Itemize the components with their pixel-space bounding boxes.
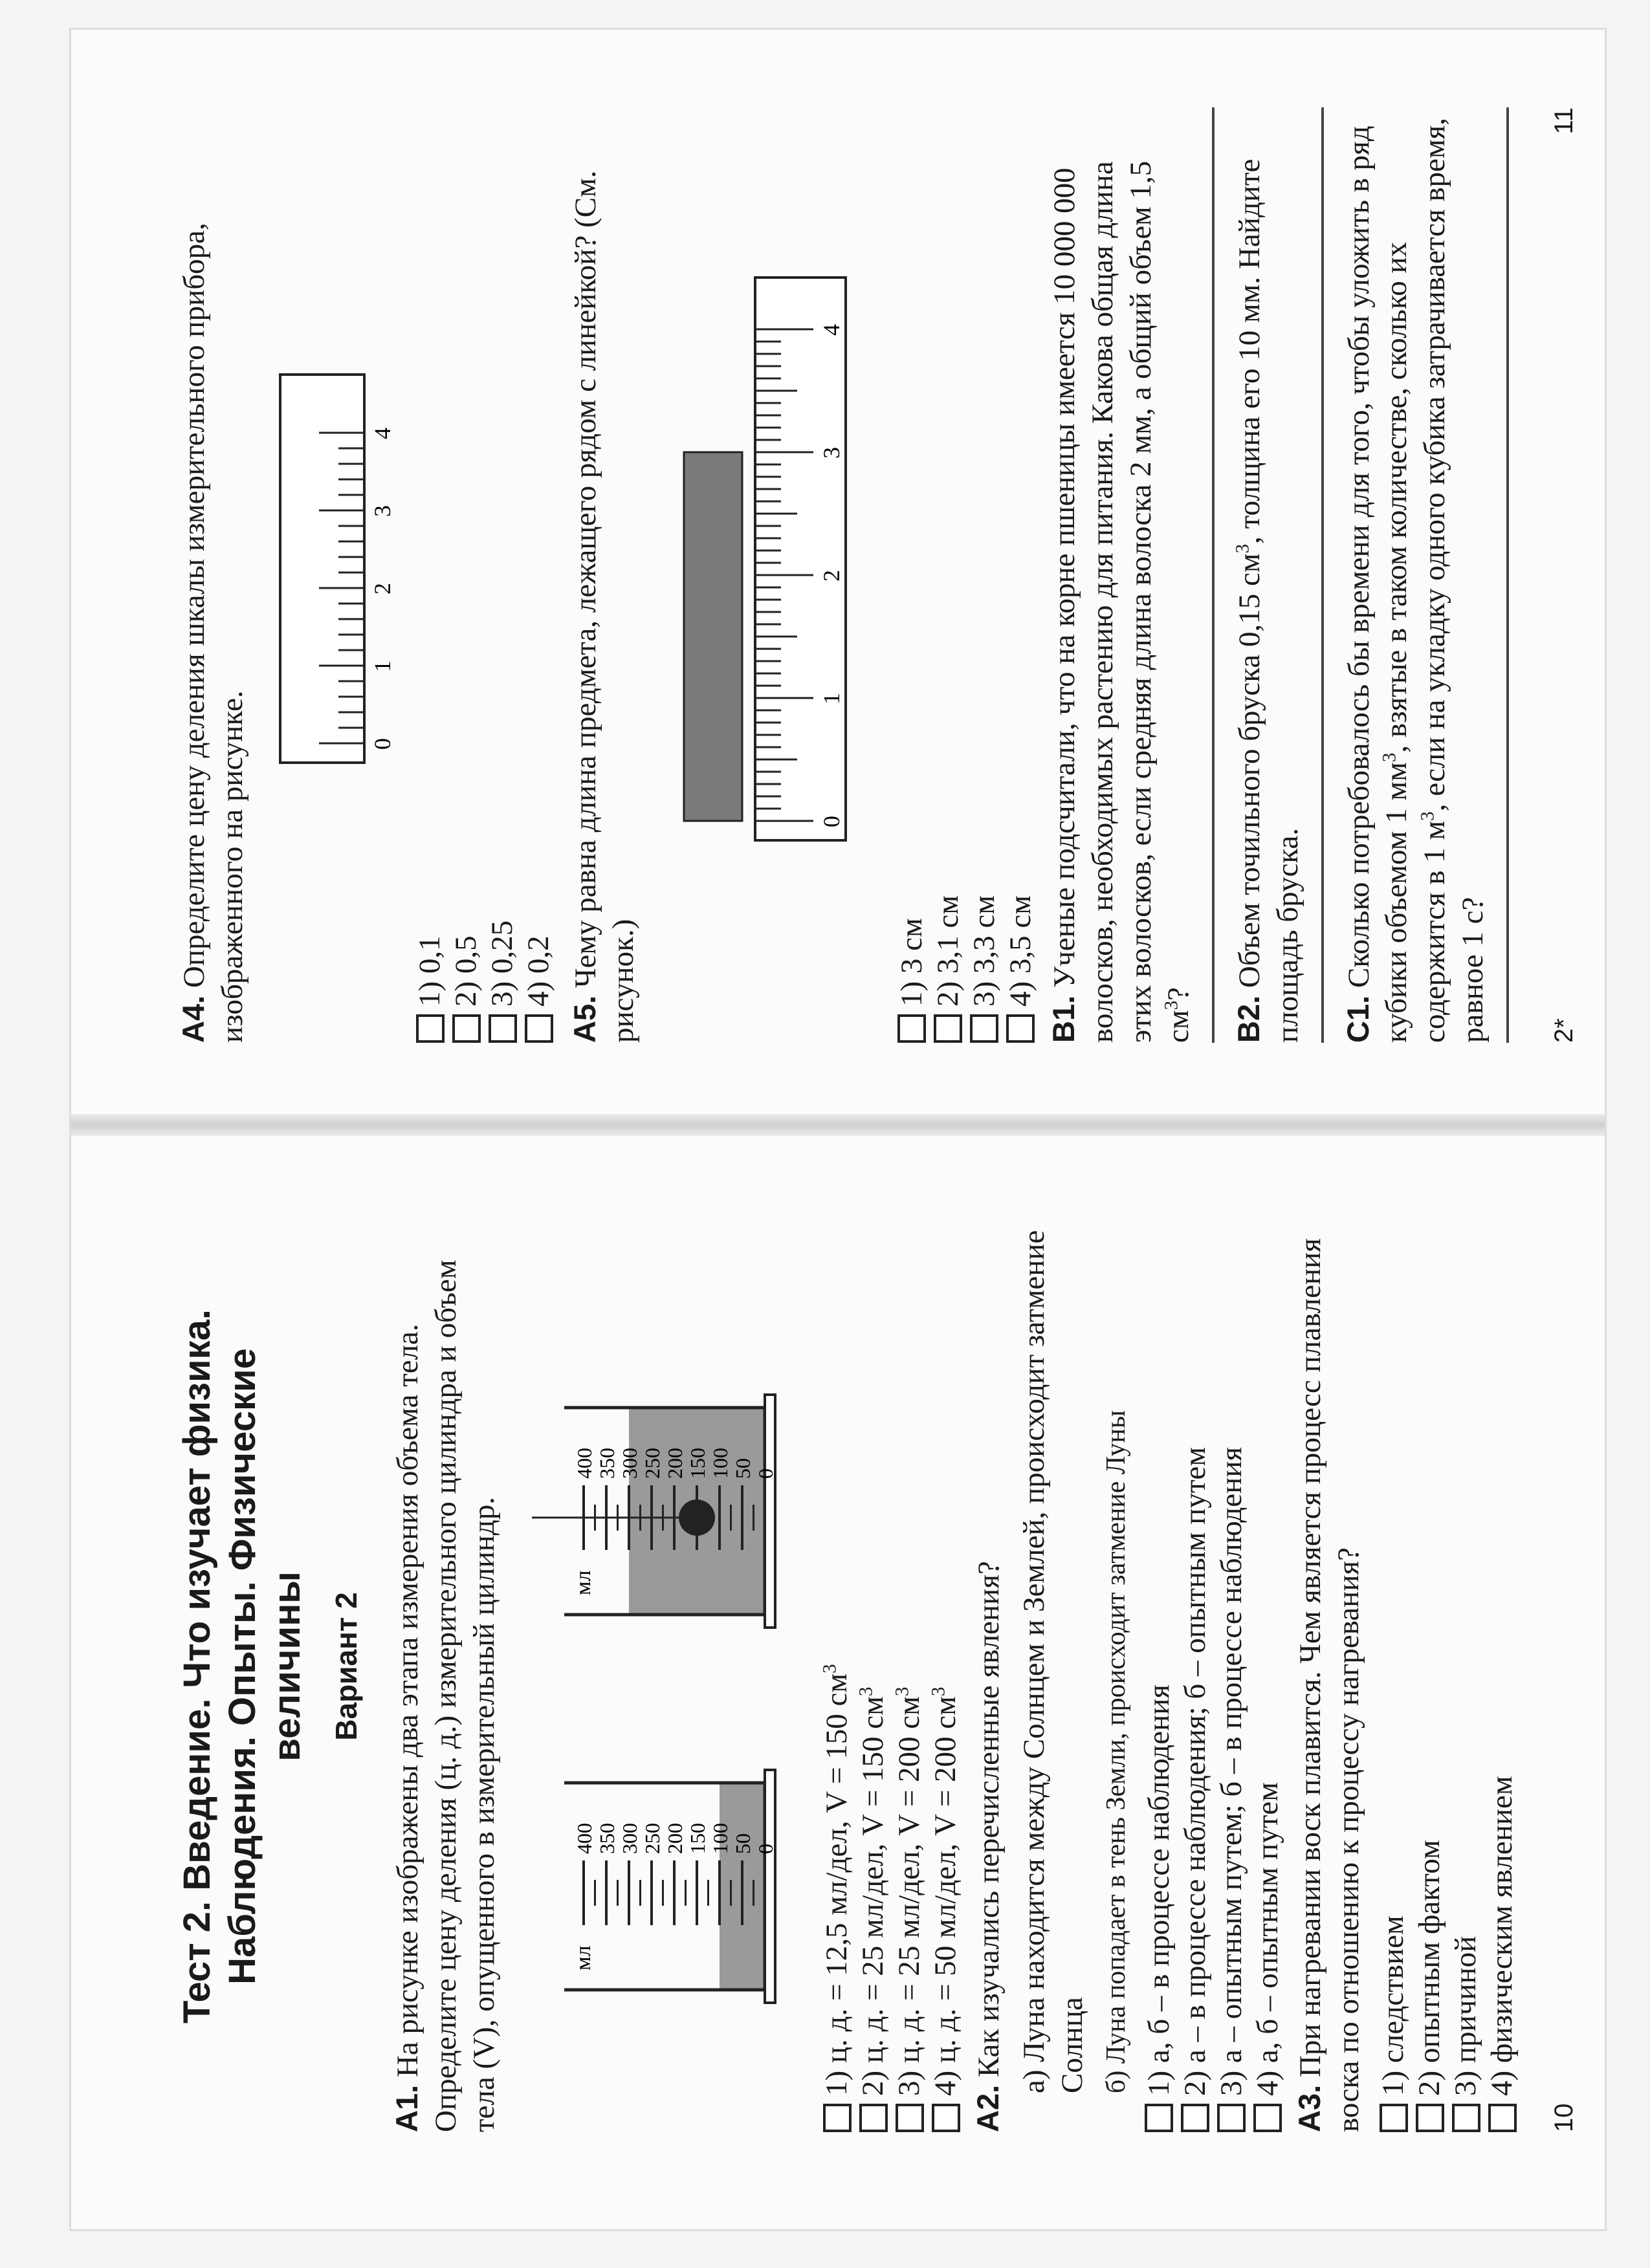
title-line-1: Тест 2. Введение. Что изучает физика. xyxy=(176,1309,218,2024)
a5-text: Чему равна длина предмета, лежащего рядом с линейкой? (См. рисунок.) xyxy=(568,170,641,1043)
title-line-2: Наблюдения. Опыты. Физические xyxy=(221,1348,263,1985)
scale4-label: 1 xyxy=(369,660,395,672)
scale-label: 150 xyxy=(685,1823,709,1854)
a1-option-label: 3) ц. д. = 25 мл/дел, V = 200 $см^3$ xyxy=(892,1686,927,2096)
a4-number: А4. xyxy=(176,995,210,1043)
a2-checkbox-4[interactable] xyxy=(1253,2104,1282,2132)
scale4-label: 2 xyxy=(369,583,395,594)
a5-options xyxy=(894,107,1039,1043)
a5-checkbox-4[interactable] xyxy=(1006,1014,1035,1043)
b2-text: Объем точильного бруска 0,15 см xyxy=(1233,553,1266,988)
question-a4 xyxy=(175,107,252,1043)
ruler-label: 2 xyxy=(819,570,844,582)
a2-option-label: 4) а, б – опытным путем xyxy=(1250,1782,1284,2096)
page-number-right: 11 xyxy=(1550,107,1578,135)
a2-option-1[interactable] xyxy=(1141,1201,1177,2132)
b1-text: Ученые подсчитали, что на корне пшеницы имеется 10 000 000 волосков, необходимых растению для питания. Какова общая длина этих волосков, если средняя длина волоска 2 мм, а общий объем 1,5 см xyxy=(1048,160,1196,1043)
open-booklet xyxy=(71,30,1605,2229)
cylinder-before xyxy=(564,1770,777,2003)
a2-text: Как изучались перечисленные явления? xyxy=(971,1561,1006,2078)
a4-checkbox-1[interactable] xyxy=(416,1014,445,1043)
a3-checkbox-2[interactable] xyxy=(1416,2104,1444,2132)
a4-option-3[interactable] xyxy=(485,107,521,1043)
scale-label: 350 xyxy=(595,1448,619,1479)
a4-option-label: 1) 0,1 xyxy=(413,935,447,1007)
a1-checkbox-3[interactable] xyxy=(896,2104,924,2132)
scale4-label: 0 xyxy=(369,738,395,750)
scale-label: 0 xyxy=(753,1468,777,1479)
question-c1 xyxy=(1339,107,1492,1043)
a3-checkbox-4[interactable] xyxy=(1488,2104,1517,2132)
c1-text-3: , если на укладку одного кубика затрачивается время, равное 1 с? xyxy=(1418,117,1490,1043)
b2-sup: 3 xyxy=(1232,543,1253,554)
page-left xyxy=(71,1136,1605,2229)
a5-option-label: 2) 3,1 см xyxy=(930,895,965,1007)
title-line-3: величины xyxy=(266,1571,309,1761)
scale4-label: 4 xyxy=(369,428,395,439)
question-b1 xyxy=(1045,107,1198,1043)
footer-mark: 2* xyxy=(1550,1018,1578,1043)
a1-option-label: 2) ц. д. = 25 мл/дел, V = 150 $см^3$ xyxy=(855,1686,890,2096)
b1-text-end: ? xyxy=(1161,987,1196,1001)
a1-checkbox-1[interactable] xyxy=(823,2104,852,2132)
a4-option-1[interactable] xyxy=(412,107,448,1043)
test-title xyxy=(175,1201,310,2132)
a2-phenomenon-a: а) Луна находится между Солнцем и Землей, происходит затмение Солнца xyxy=(1017,1230,1090,2093)
scale-label: 50 xyxy=(731,1458,754,1479)
question-a5 xyxy=(566,107,643,1043)
scale-label: 100 xyxy=(708,1448,732,1479)
question-b2 xyxy=(1230,107,1307,1043)
question-a1 xyxy=(388,1201,503,2132)
ruler-body xyxy=(755,278,846,840)
scale-label: 400 xyxy=(572,1823,596,1854)
a2-number: А2. xyxy=(970,2084,1005,2132)
a1-option-sup: 3 xyxy=(892,1686,913,1697)
scale-label: 200 xyxy=(663,1448,687,1479)
scale4-label: 3 xyxy=(369,505,395,517)
a4-checkbox-4[interactable] xyxy=(525,1014,553,1043)
a4-option-4[interactable] xyxy=(521,107,557,1043)
instrument-scale-figure xyxy=(267,349,397,801)
scale-label: 0 xyxy=(753,1844,777,1854)
a1-option-1[interactable] xyxy=(819,1201,855,2132)
a5-checkbox-3[interactable] xyxy=(970,1014,998,1043)
scale-label: 100 xyxy=(708,1823,732,1854)
a2-option-4[interactable] xyxy=(1249,1201,1286,2132)
b1-number: В1. xyxy=(1046,995,1081,1043)
c1-text-2: , взятые в таком количестве, сколько их содержится в 1 м xyxy=(1380,241,1451,1043)
question-a2 xyxy=(969,1201,1008,2132)
a1-text: На рисунке изображены два этапа измерения объема тела. Определите цену деления (ц. д.) измерительного цилиндра и объем тела (V), опущенного в измерительный цилиндр. xyxy=(391,1259,501,2132)
a3-option-label: 3) причиной xyxy=(1449,1935,1483,2096)
page-number-left: 10 xyxy=(1550,2103,1578,2132)
cylinder-after xyxy=(532,1395,777,1628)
a3-option-1[interactable] xyxy=(1376,1201,1412,2132)
divider-1 xyxy=(1212,107,1215,1043)
c1-sup-1: 3 xyxy=(1379,752,1400,763)
a2-checkbox-1[interactable] xyxy=(1145,2104,1173,2132)
a2-options xyxy=(1141,1201,1286,2132)
a1-checkbox-4[interactable] xyxy=(932,2104,960,2132)
a3-option-label: 4) физическим явлением xyxy=(1485,1776,1519,2096)
variant-heading: Вариант 2 xyxy=(329,1592,363,1741)
a3-text: При нагревании воск плавится. Чем является процесс плавления воска по отношению к процессу нагревания? xyxy=(1293,1238,1366,2132)
a5-checkbox-1[interactable] xyxy=(897,1014,926,1043)
a4-checkbox-2[interactable] xyxy=(452,1014,481,1043)
a4-text: Определите цену деления шкалы измерительного прибора, изображенного на рисунке. xyxy=(177,223,249,1043)
cylinder-base xyxy=(765,1770,775,2003)
scale-label: 200 xyxy=(663,1823,687,1854)
a5-option-1[interactable] xyxy=(894,107,930,1043)
a4-option-2[interactable] xyxy=(448,107,485,1043)
a4-option-label: 3) 0,25 xyxy=(485,920,520,1007)
b2-number: В2. xyxy=(1231,995,1266,1043)
a3-option-label: 1) следствием xyxy=(1376,1915,1411,2096)
a5-option-4[interactable] xyxy=(1002,107,1039,1043)
a1-option-4[interactable] xyxy=(928,1201,964,2132)
page-right xyxy=(71,30,1605,1114)
a1-checkbox-2[interactable] xyxy=(859,2104,888,2132)
a5-option-3[interactable] xyxy=(966,107,1002,1043)
a3-option-2[interactable] xyxy=(1412,1201,1448,2132)
a2-option-label: 1) а, б – в процессе наблюдения xyxy=(1141,1685,1176,2096)
a2-checkbox-2[interactable] xyxy=(1181,2104,1209,2132)
a4-checkbox-3[interactable] xyxy=(489,1014,517,1043)
a2-phenomenon-b: б) Луна попадает в тень Земли, происходит затмение Луны xyxy=(1101,1410,1131,2093)
c1-sup-2: 3 xyxy=(1417,811,1438,821)
b2-text-end: , толщина его 10 мм. Найдите площадь бруска. xyxy=(1233,158,1304,1043)
question-a3 xyxy=(1291,1201,1368,2132)
c1-number: С1. xyxy=(1340,995,1375,1043)
a4-option-label: 2) 0,5 xyxy=(449,935,483,1007)
scale-label: 350 xyxy=(595,1823,619,1854)
a3-option-label: 2) опытным фактом xyxy=(1413,1840,1447,2096)
c1-text-1: Сколько потребовалось бы времени для того, чтобы уложить в ряд кубики объемом 1 мм xyxy=(1341,125,1414,1043)
a1-option-3[interactable] xyxy=(892,1201,928,2132)
a1-option-sup: 3 xyxy=(855,1686,877,1697)
a3-checkbox-3[interactable] xyxy=(1452,2104,1480,2132)
a5-option-label: 1) 3 см xyxy=(894,918,929,1007)
ruler-figure xyxy=(658,252,878,899)
immersed-body xyxy=(679,1499,715,1536)
a1-option-label: 4) ц. д. = 50 мл/дел, V = 200 $см^3$ xyxy=(928,1686,963,2096)
a2-option-label: 2) а – в процессе наблюдения; б – опытным путем xyxy=(1178,1446,1212,2096)
a5-checkbox-2[interactable] xyxy=(934,1014,962,1043)
a3-options xyxy=(1376,1201,1521,2132)
a1-option-2[interactable] xyxy=(855,1201,892,2132)
ruler-label: 4 xyxy=(819,324,844,336)
a2-option-2[interactable] xyxy=(1177,1201,1213,2132)
divider-3 xyxy=(1506,107,1509,1043)
a1-number: А1. xyxy=(390,2084,424,2132)
a4-option-label: 4) 0,2 xyxy=(522,935,556,1007)
a1-option-sup: 3 xyxy=(928,1686,949,1697)
scale-label: 50 xyxy=(731,1833,754,1854)
instrument-scale xyxy=(280,375,395,763)
a5-number: А5. xyxy=(567,995,602,1043)
measured-object xyxy=(684,452,742,821)
a4-options xyxy=(412,107,557,1043)
a1-option-sup: 3 xyxy=(819,1664,841,1674)
scale-label: 300 xyxy=(617,1448,641,1479)
scale-label: 300 xyxy=(617,1823,641,1854)
a5-option-2[interactable] xyxy=(930,107,966,1043)
a5-option-label: 4) 3,5 см xyxy=(1003,895,1037,1007)
a1-option-label: 1) ц. д. = 12,5 мл/дел, V = 150 $см^3$ xyxy=(819,1664,854,2096)
a3-option-4[interactable] xyxy=(1484,1201,1521,2132)
cylinders-figure xyxy=(519,1304,804,2029)
right-content xyxy=(175,107,1524,1043)
a2-option-3[interactable] xyxy=(1213,1201,1249,2132)
unit-label: мл xyxy=(571,1570,595,1595)
left-content xyxy=(175,1201,1521,2132)
divider-2 xyxy=(1321,107,1324,1043)
scale-label: 250 xyxy=(640,1823,664,1854)
a2-checkbox-3[interactable] xyxy=(1217,2104,1246,2132)
a1-options xyxy=(819,1201,964,2132)
ruler-label: 3 xyxy=(819,447,844,459)
a3-option-3[interactable] xyxy=(1448,1201,1484,2132)
a3-checkbox-1[interactable] xyxy=(1380,2104,1408,2132)
a2-option-label: 3) а – опытным путем; б – в процессе наблюдения xyxy=(1214,1446,1248,2096)
unit-label: мл xyxy=(571,1945,595,1970)
spine xyxy=(71,1114,1605,1136)
ruler-label: 1 xyxy=(819,693,844,704)
b1-sup: 3 xyxy=(1161,1000,1182,1010)
a5-option-label: 3) 3,3 см xyxy=(967,895,1001,1007)
ruler-with-object xyxy=(684,278,846,840)
scale-label: 150 xyxy=(685,1448,709,1479)
a3-number: А3. xyxy=(1292,2084,1327,2132)
scale-label: 400 xyxy=(572,1448,596,1479)
cylinder-base xyxy=(765,1395,775,1628)
scale-label: 250 xyxy=(640,1448,664,1479)
ruler-label: 0 xyxy=(819,816,844,827)
